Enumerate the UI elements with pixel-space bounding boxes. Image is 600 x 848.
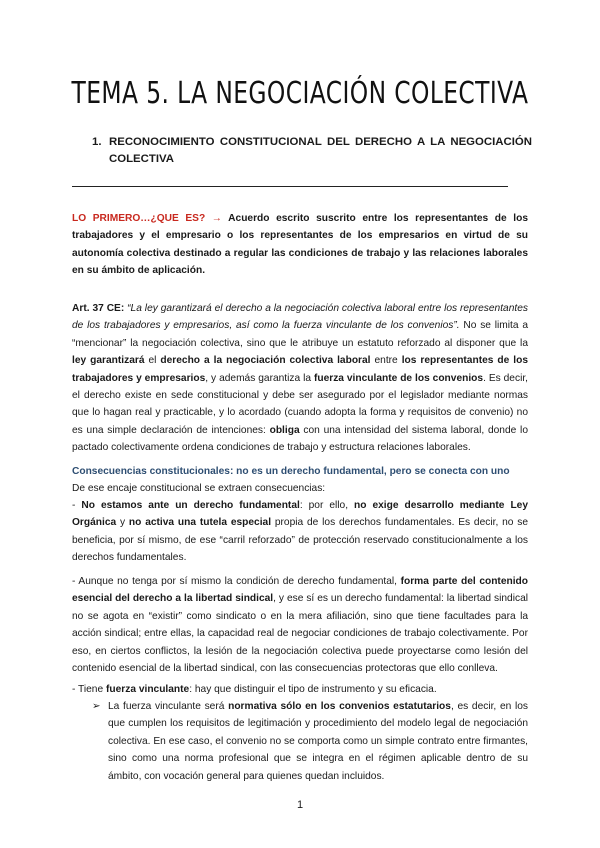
arrow-bullet-icon: ➢ (92, 701, 101, 712)
text-run: : por ello, (299, 500, 355, 511)
bold-run: los representantes de los trabajadores y empresarios (72, 355, 528, 384)
section-heading-text: RECONOCIMIENTO CONSTITUCIONAL DEL DERECHO A LA NEGOCIACIÓN COLECTIVA (109, 136, 532, 165)
text-run: , es decir, en los que cumplen los requisitos de legitimación y procedimiento del modelo legal de negociación colectiva. En ese caso, el convenio no se comporta como un simple contrato entre firmantes, sino como una norma profesional que se integra en el régimen aplicable dentro de su ámbito, con vocación general para quienes quedan incluidos. (108, 701, 528, 782)
article-quote: “La ley garantizará el derecho a la negociación colectiva laboral entre los representantes de los trabajadores y empresarios, así como la fuerza vinculante de los convenios”. (72, 303, 528, 332)
definition-paragraph (72, 210, 528, 280)
section-heading (92, 134, 532, 168)
bold-run: normativa sólo en los convenios estatutarios (228, 701, 451, 712)
page-title: TEMA 5. LA NEGOCIACIÓN COLECTIVA (71, 76, 529, 111)
text-run: y (116, 517, 129, 529)
page-number: 1 (296, 799, 304, 811)
definition-text: Acuerdo escrito suscrito entre los representantes de los trabajadores y el empresario o los representantes de los empresarios en virtud de su autonomía colectiva destinado a regular las condiciones de trabajo y las relaciones laborales en su ámbito de aplicación. (72, 213, 528, 277)
bold-run: fuerza vinculante de los convenios (313, 372, 484, 384)
text-run: , y además garantiza la (205, 372, 314, 384)
bold-run: ley garantizará (72, 355, 145, 367)
bold-run: no activa una tutela especial (128, 517, 272, 529)
consequence-paragraph-2 (72, 573, 528, 677)
text-run: . Es decir, el derecho existe en sede constitucional y debe ser asegurado por el legislador mediante normas que lo hagan real y practicable, y lo acordado (cuando adopta la forma y requisitos de convenio) no es una simple declaración de intenciones: (72, 372, 528, 436)
definition-lead: LO PRIMERO…¿QUE ES? → (72, 213, 222, 224)
bold-run: No estamos ante un derecho fundamental (81, 500, 300, 511)
bold-run: fuerza vinculante (105, 684, 190, 695)
bold-run: no exige desarrollo mediante Ley Orgánica (72, 500, 529, 529)
consequences-intro: De ese encaje constitucional se extraen consecuencias: (72, 483, 326, 494)
text-run: con una intensidad del sistema laboral, donde lo pactado colectivamente ordena condiciones de trabajo y estructura relaciones laborales. (72, 424, 528, 454)
bold-run: obliga (269, 424, 300, 436)
article-37-paragraph (72, 300, 528, 457)
text-run: - (72, 500, 82, 511)
text-run: La fuerza vinculante será (108, 701, 229, 712)
section-number: 1. (92, 136, 102, 148)
bold-run: forma parte del contenido esencial del derecho a la libertad sindical (72, 576, 528, 605)
text-run: No se limita a “mencionar” la negociación colectiva, sino que le atribuye un estatuto reforzado al disponer que la (72, 320, 528, 349)
text-run: - Aunque no tenga por sí mismo la condición de derecho fundamental, (72, 576, 401, 587)
subsection-title: Consecuencias constitucionales: no es un derecho fundamental, pero se conecta con uno (72, 466, 510, 477)
horizontal-rule (72, 186, 508, 187)
text-run: entre (370, 355, 402, 367)
bullet-item (92, 698, 528, 785)
text-run: el (144, 355, 161, 367)
bold-run: derecho a la negociación colectiva laboral (160, 355, 371, 367)
text-run: propia de los derechos fundamentales. Es decir, no se beneficia, por sí mismo, de ese “carril reforzado” de protección reservado constitucionalmente a los derechos fundamentales. (72, 517, 529, 564)
consequences-heading (72, 463, 528, 480)
consequence-paragraph-3 (72, 681, 528, 698)
article-label: Art. 37 CE: (72, 303, 125, 314)
text-run: , y ese sí es un derecho fundamental: la libertad sindical no se agota en “existir” como sindicato o en la mera afiliación, sino que tiene facultades para la acción sindical; entre ellas, la capacidad real de negociar condiciones de trabajo colectivamente. Por eso, en ciertos conflictos, la lesión de la negociación colectiva puede proyectarse como lesión del contenido esencial de la libertad sindical, con las consecuencias protectoras que ello conlleva. (72, 593, 529, 675)
consequence-paragraph-1 (72, 497, 528, 567)
text-run: - Tiene (72, 684, 106, 695)
text-run: : hay que distinguir el tipo de instrumento y su eficacia. (189, 684, 437, 695)
